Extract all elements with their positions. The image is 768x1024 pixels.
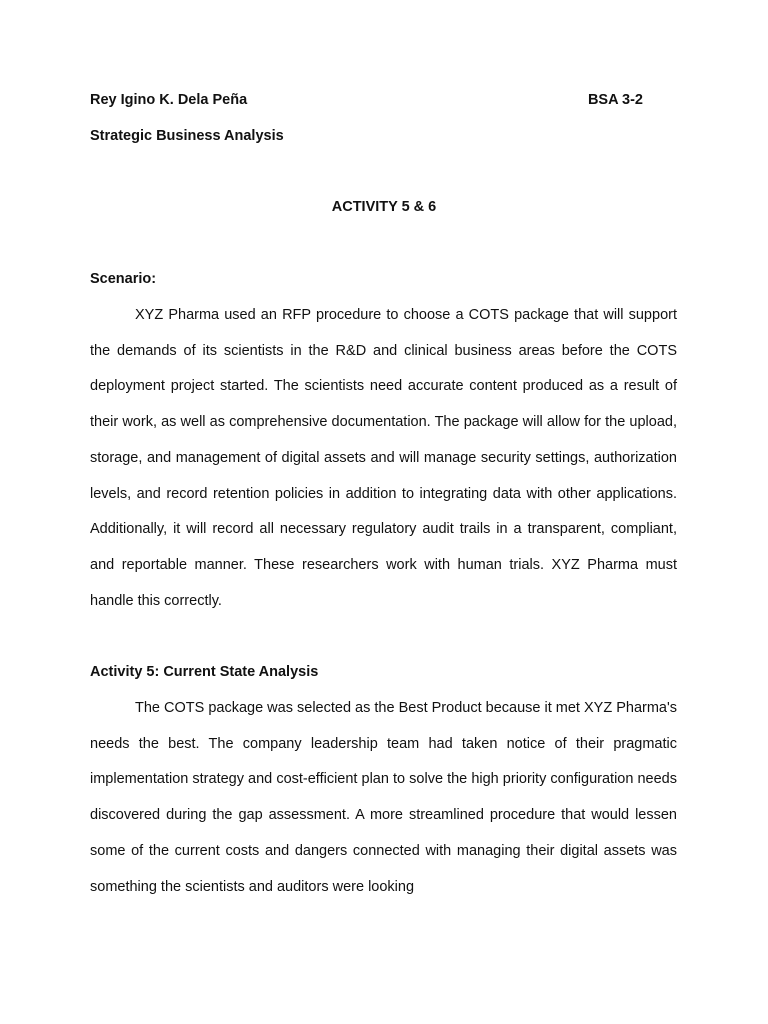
section-code: BSA 3-2 xyxy=(587,92,643,108)
header-row xyxy=(90,92,650,112)
page-title: ACTIVITY 5 & 6 xyxy=(331,199,437,215)
activity5-heading: Activity 5: Current State Analysis xyxy=(90,664,319,680)
author-name: Rey Igino K. Dela Peña xyxy=(90,92,248,108)
scenario-heading: Scenario: xyxy=(90,271,157,287)
scenario-paragraph: XYZ Pharma used an RFP procedure to choose a COTS package that will support the demands of its scientists in the R&D and clinical business areas before the COTS deployment project started. The scientists need accurate content produced as a result of their work, as well as comprehensive documentation. The package will allow for the upload, storage, and management of digital assets and will manage security settings, authorization levels, and record retention policies in addition to integrating data with other applications. Additionally, it will record all necessary regulatory audit trails in a transparent, compliant, and reportable manner. These researchers work with human trials. XYZ Pharma must handle this correctly. xyxy=(90,307,677,609)
activity5-paragraph: The COTS package was selected as the Best Product because it met XYZ Pharma's needs the best. The company leadership team had taken notice of their pragmatic implementation strategy and cost-efficient plan to solve the high priority configuration needs discovered during the gap assessment. A more streamlined procedure that would lessen some of the current costs and dangers connected with managing their digital assets was something the scientists and auditors were looking xyxy=(90,700,677,895)
course-name: Strategic Business Analysis xyxy=(90,128,284,144)
